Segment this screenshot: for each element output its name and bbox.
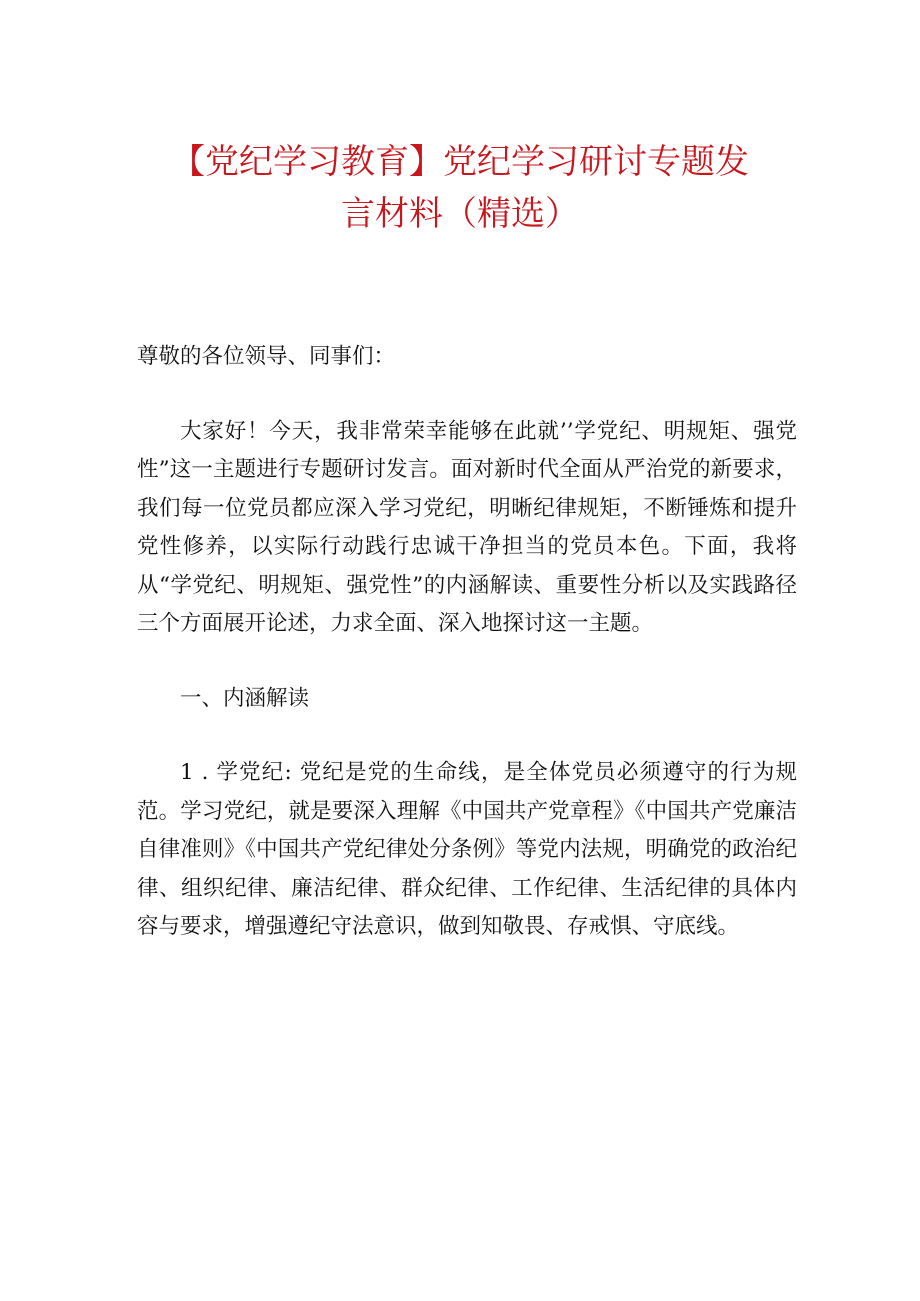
salutation: 尊敬的各位领导、同事们： [137,344,396,369]
title-line-1: 【党纪学习教育】党纪学习研讨专题发 [171,142,749,182]
paragraph-item-1: 1 . 学党纪: 党纪是党的生命线，是全体党员必须遵守的行为规范。学习党纪，就是要深入理解《中国共产党章程》《中国共产党廉洁自律准则》《中国共产党纪律处分条例》等党内法规，明确党的政治纪律、组织纪律、廉洁纪律、群众纪律、工作纪律、生活纪律的具体内容与要求，增强遵纪守法意识，做到知敬畏、存戒惧、守底线。 [137,760,797,939]
document-body [137,338,797,983]
paragraph-opening: 大家好！今天，我非常荣幸能够在此就’’学党纪、明规矩、强党性”这一主题进行专题研讨发言。面对新时代全面从严治党的新要求，我们每一位党员都应深入学习党纪，明晰纪律规矩，不断锤炼和提升党性修养，以实际行动践行忠诚干净担当的党员本色。下面，我将从“学党纪、明规矩、强党性”的内涵解读、重要性分析以及实践路径三个方面展开论述，力求全面、深入地探讨这一主题。 [137,418,797,636]
title-line-2: 言材料（精选） [341,194,579,234]
document-title [120,136,800,240]
section-heading: 一、内涵解读 [180,685,310,711]
